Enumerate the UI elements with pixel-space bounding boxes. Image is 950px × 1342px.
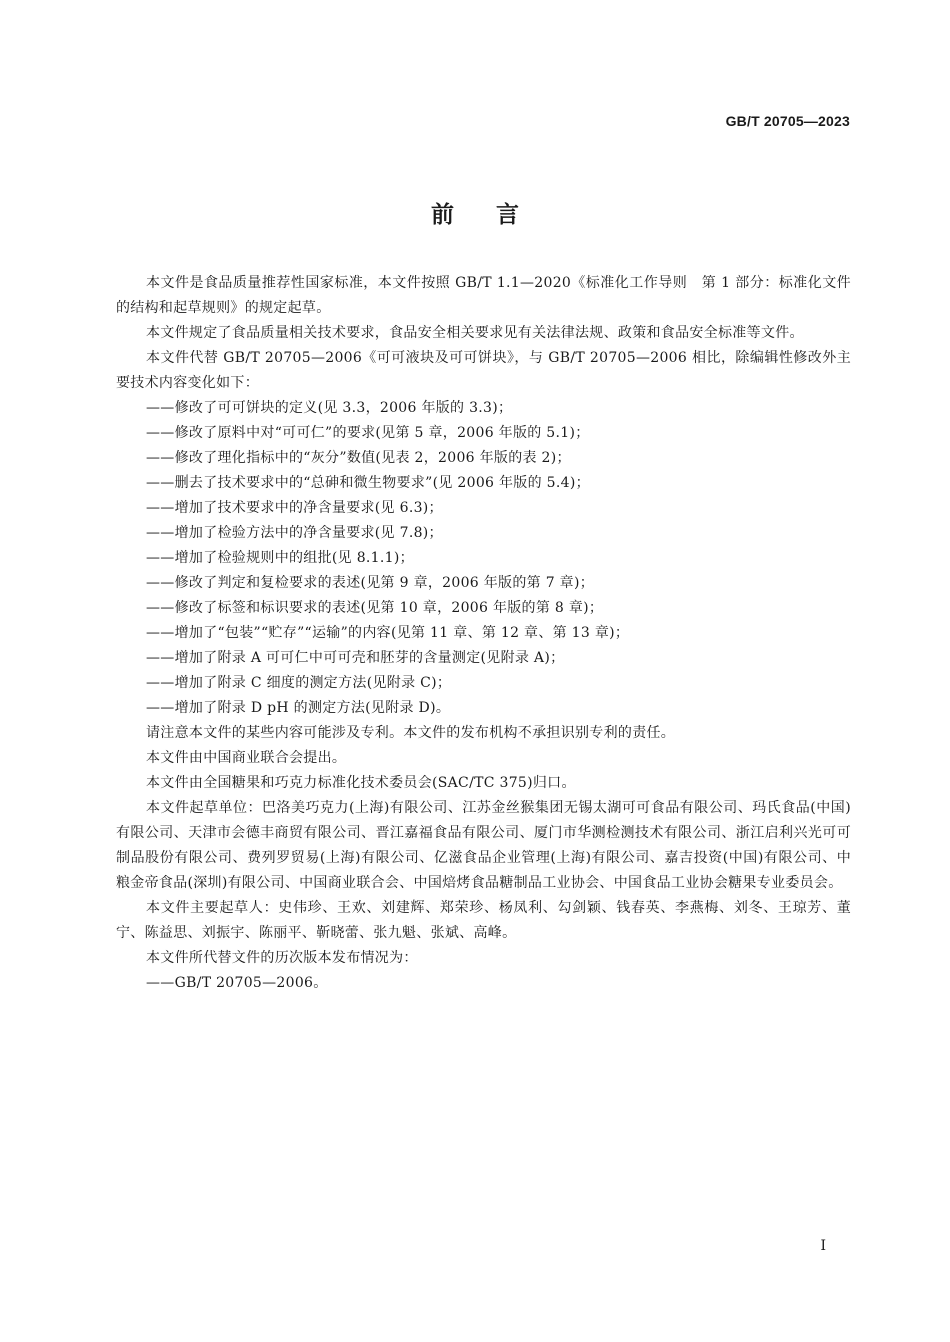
history-item: ——GB/T 20705—2006。 [146, 975, 328, 991]
paragraph-history-intro: 本文件所代替文件的历次版本发布情况为： [146, 950, 418, 966]
change-item: ——增加了检验方法中的净含量要求(见 7.8)； [146, 525, 443, 541]
change-item: ——修改了判定和复检要求的表述(见第 9 章，2006 年版的第 7 章)； [146, 575, 595, 591]
change-item: ——修改了原料中对“可可仁”的要求(见第 5 章，2006 年版的 5.1)； [146, 425, 590, 441]
change-item: ——删去了技术要求中的“总砷和微生物要求”(见 2006 年版的 5.4)； [146, 475, 590, 491]
change-item: ——增加了技术要求中的净含量要求(见 6.3)； [146, 500, 443, 516]
change-item: ——增加了附录 A 可可仁中可可壳和胚芽的含量测定(见附录 A)； [146, 650, 565, 666]
foreword-body [116, 271, 851, 996]
change-item: ——增加了附录 D pH 的测定方法(见附录 D)。 [146, 700, 451, 716]
paragraph-drafting-units: 本文件起草单位：巴洛美巧克力(上海)有限公司、江苏金丝猴集团无锡太湖可可食品有限公司、玛氏食品(中国)有限公司、天津市会德丰商贸有限公司、晋江嘉福食品有限公司、厦门市华测检测技术有限公司、浙江启利兴光可可制品股份有限公司、费列罗贸易(上海)有限公司、亿滋食品企业管理(上海)有限公司、嘉吉投资(中国)有限公司、中粮金帝食品(深圳)有限公司、中国商业联合会、中国焙烤食品糖制品工业协会、中国食品工业协会糖果专业委员会。 [116, 800, 851, 891]
paragraph-scope: 本文件规定了食品质量相关技术要求，食品安全相关要求见有关法律法规、政策和食品安全标准等文件。 [146, 325, 804, 341]
change-item: ——增加了检验规则中的组批(见 8.1.1)； [146, 550, 414, 566]
change-item: ——修改了标签和标识要求的表述(见第 10 章，2006 年版的第 8 章)； [146, 600, 604, 616]
change-list [116, 396, 851, 721]
change-item: ——增加了“包装”“贮存”“运输”的内容(见第 11 章、第 12 章、第 13 章)； [146, 625, 630, 641]
change-item: ——修改了理化指标中的“灰分”数值(见表 2，2006 年版的表 2)； [146, 450, 571, 466]
page-number: I [820, 1238, 826, 1254]
page-title: 前言 [431, 202, 561, 228]
change-item: ——修改了可可饼块的定义(见 3.3，2006 年版的 3.3)； [146, 400, 513, 416]
paragraph-drafters: 本文件主要起草人：史伟珍、王欢、刘建辉、郑荣珍、杨凤利、勾剑颖、钱春英、李燕梅、刘冬、王琼芳、董宁、陈益思、刘振宇、陈丽平、靳晓蕾、张九魁、张斌、高峰。 [116, 900, 851, 941]
paragraph-standard-basis: 本文件是食品质量推荐性国家标准，本文件按照 GB/T 1.1—2020《标准化工作导则 第 1 部分：标准化文件的结构和起草规则》的规定起草。 [116, 275, 851, 316]
paragraph-proposer: 本文件由中国商业联合会提出。 [146, 750, 347, 766]
paragraph-replacement: 本文件代替 GB/T 20705—2006《可可液块及可可饼块》，与 GB/T 20705—2006 相比，除编辑性修改外主要技术内容变化如下： [116, 350, 851, 391]
paragraph-committee: 本文件由全国糖果和巧克力标准化技术委员会(SAC/TC 375)归口。 [146, 775, 576, 791]
standard-code: GB/T 20705—2023 [725, 113, 850, 129]
change-item: ——增加了附录 C 细度的测定方法(见附录 C)； [146, 675, 452, 691]
paragraph-patent-notice: 请注意本文件的某些内容可能涉及专利。本文件的发布机构不承担识别专利的责任。 [146, 725, 676, 741]
